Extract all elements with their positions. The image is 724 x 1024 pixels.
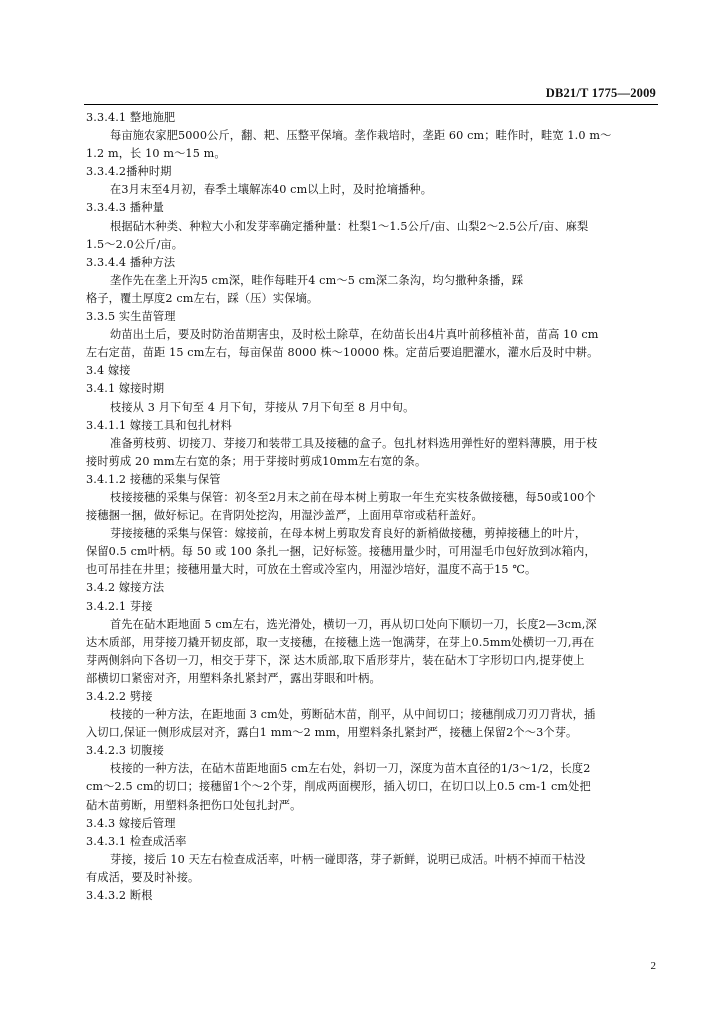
text-line: 接时剪成 20 mm左右宽的条；用于芽接时剪成10mm左右宽的条。: [86, 454, 427, 468]
text-line: 3.4.2 嫁接方法: [86, 581, 165, 595]
text-line: 3.4.1 嫁接时期: [86, 382, 165, 396]
text-line: 左右定苗，苗距 15 cm左右，每亩保苗 8000 株～10000 株。定苗后要追肥灌水，灌水后及时中耕。: [86, 346, 599, 360]
text-line: 枝接的一种方法，在砧木苗距地面5 cm左右处，斜切一刀，深度为苗木直径的1/3～1/2，长度2: [110, 762, 591, 776]
text-line: 也可吊挂在井里；接穗用量大时，可放在土窖或冷室内，用湿沙培好，温度不高于15 ℃。: [86, 563, 537, 577]
text-line: 保留0.5 cm叶柄。每 50 或 100 条扎一捆，记好标签。接穗用量少时，可用湿毛巾包好放到冰箱内，: [86, 545, 596, 559]
text-line: 部横切口紧密对齐，用塑料条扎紧封严，露出芽眼和叶柄。: [86, 671, 381, 685]
text-line: 3.4.3 嫁接后管理: [86, 816, 176, 830]
text-line: 3.4.2.2 劈接: [86, 690, 153, 703]
text-line: 3.4.1.1 嫁接工具和包扎材料: [86, 418, 232, 432]
text-line: 幼苗出土后，要及时防治苗期害虫，及时松土除草，在幼苗长出4片真叶前移植补苗，苗高 10 cm: [110, 328, 599, 342]
text-line: 3.3.4.2播种时期: [86, 165, 172, 179]
text-line: 枝接从 3 月下旬至 4 月下旬，芽接从 7月下旬至 8 月中旬。: [110, 400, 415, 414]
text-line: 1.5～2.0公斤/亩。: [86, 237, 184, 251]
text-line: 准备剪枝剪、切接刀、芽接刀和装带工具及接穗的盒子。包扎材料选用弹性好的塑料薄膜，用于枝: [110, 436, 598, 450]
text-line: 3.4.3.1 检查成活率: [86, 834, 187, 848]
document-body: [86, 109, 658, 905]
text-line: 根据砧木种类、种粒大小和发芽率确定播种量：杜梨1～1.5公斤/亩、山梨2～2.5公斤/亩、麻梨: [110, 219, 589, 233]
text-line: 芽两侧斜向下各切一刀，相交于芽下，深 达木质部,取下盾形芽片，装在砧木丁字形切口内,提芽使上: [86, 653, 585, 667]
text-line: 3.3.4.1 整地施肥: [86, 111, 176, 124]
text-line: 入切口,保证一侧形成层对齐，露白1 mm～2 mm，用塑料条扎紧封严，接穗上保留2个～3个芽。: [86, 726, 578, 740]
text-line: 3.4.3.2 断根: [86, 889, 153, 903]
text-line: 有成活，要及时补接。: [86, 870, 200, 884]
text-line: 3.4 嫁接: [86, 364, 131, 378]
text-line: 3.3.4.4 播种方法: [86, 255, 176, 269]
text-line: 接穗捆一捆，做好标记。在背阴处挖沟，用湿沙盖严，上面用草帘或秸秆盖好。: [86, 509, 483, 523]
text-line: 3.3.5 实生苗管理: [86, 310, 176, 324]
text-line: 达木质部，用芽接刀撬开韧皮部，取一支接穗，在接穗上选一饱满芽，在芽上0.5mm处横切一刀,再在: [86, 635, 595, 649]
text-line: 首先在砧木距地面 5 cm左右，选光滑处，横切一刀，再从切口处向下顺切一刀，长度2—3cm,深: [110, 617, 597, 631]
text-line: 芽接接穗的采集与保管：嫁接前，在母本树上剪取发育良好的新梢做接穗，剪掉接穗上的叶片，: [110, 527, 587, 541]
text-line: 在3月末至4月初，春季土壤解冻40 cm以上时，及时抢墒播种。: [110, 183, 433, 197]
text-line: 枝接的一种方法，在距地面 3 cm处，剪断砧木苗，削平，从中间切口；接穗削成刀刃刀背状，插: [110, 708, 596, 722]
page-number: 2: [650, 960, 656, 972]
text-line: cm～2.5 cm的切口；接穗留1个～2个芽，削成两面楔形，插入切口，在切口以上0.5 cm-1 cm处把: [86, 780, 591, 794]
text-line: 3.3.4.3 播种量: [86, 201, 164, 215]
text-line: 砧木苗剪断，用塑料条把伤口处包扎封严。: [86, 798, 302, 812]
text-line: 芽接，接后 10 天左右检查成活率，叶柄一碰即落，芽子新鲜，说明已成活。叶柄不掉而干枯没: [110, 852, 586, 866]
text-line: 每亩施农家肥5000公斤，翻、耙、压整平保墒。垄作栽培时，垄距 60 cm；畦作时，畦宽 1.0 m～: [110, 129, 612, 143]
text-line: 3.4.2.3 切腹接: [86, 744, 164, 758]
text-line: 3.4.2.1 芽接: [86, 599, 153, 613]
header-rule: [84, 104, 658, 105]
text-line: 垄作先在垄上开沟5 cm深，畦作每畦开4 cm～5 cm深二条沟，均匀撒种条播，踩: [110, 273, 524, 287]
standard-code: DB21/T 1775—2009: [545, 86, 656, 100]
text-line: 枝接接穗的采集与保管：初冬至2月末之前在母本树上剪取一年生充实枝条做接穗，每50或100个: [110, 490, 596, 504]
text-line: 1.2 m，长 10 m～15 m。: [86, 147, 226, 161]
text-line: 格子，覆土厚度2 cm左右，踩（压）实保墒。: [86, 291, 319, 305]
text-line: 3.4.1.2 接穗的采集与保管: [86, 472, 221, 486]
